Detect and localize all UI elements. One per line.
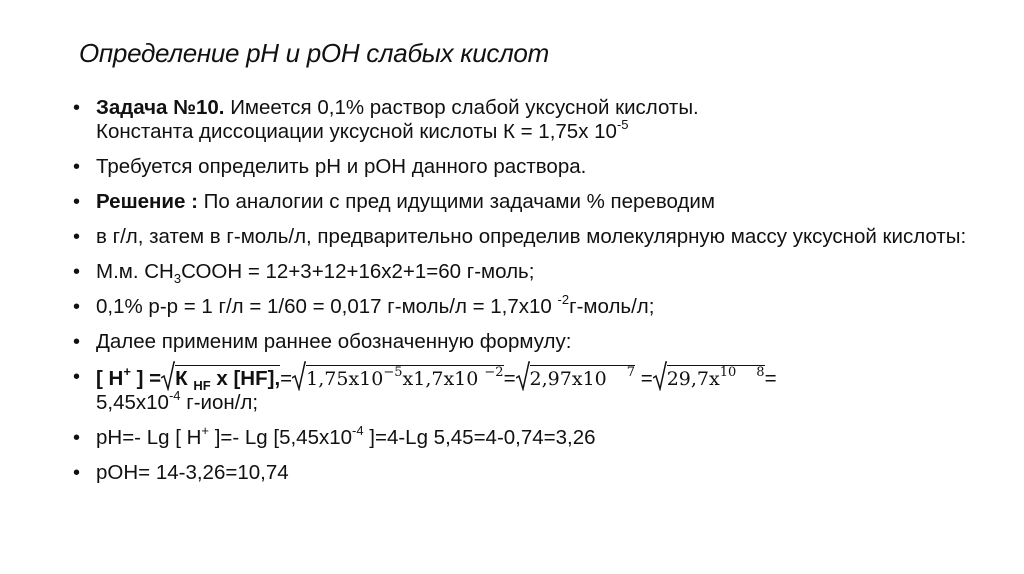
sqrt-ka-hf bbox=[161, 365, 280, 391]
equals-3: = bbox=[635, 367, 653, 390]
value-297-exponent: 7 bbox=[626, 365, 636, 380]
constant-exponent: -5 bbox=[616, 117, 629, 132]
ph-part-c: ]=4-Lg 5,45=4-0,74=3,26 bbox=[363, 426, 596, 449]
conversion-text: в г/л, затем в г-моль/л, предварительно определив молекулярную массу уксусной кислоты: bbox=[96, 225, 967, 248]
value-29-7-exp-base: 10 bbox=[719, 365, 737, 380]
molar-mass-subscript: 3 bbox=[173, 271, 182, 286]
product-a-exponent: −5 bbox=[383, 365, 403, 380]
formula-h-open: [ H bbox=[96, 367, 124, 390]
result-value: 5,45х10 bbox=[96, 391, 169, 414]
ph-part-a: pH=- Lg [ H bbox=[96, 426, 202, 449]
value-297: 2,97х10 bbox=[529, 368, 607, 390]
formula-h-plus: + bbox=[123, 364, 131, 379]
list-item-task bbox=[70, 96, 970, 144]
list-item-ph bbox=[70, 423, 970, 450]
constant-text: Константа диссоциации уксусной кислоты К = 1,75х 10 bbox=[96, 120, 617, 143]
equals-2: = bbox=[503, 367, 516, 390]
molar-mass-rest: СООН = 12+3+12+16х2+1=60 г-моль; bbox=[181, 260, 535, 283]
task-text: Имеется 0,1% раствор слабой уксусной кислоты. bbox=[224, 96, 699, 119]
result-exponent: -4 bbox=[168, 388, 181, 403]
concentration-text: 0,1% р-р = 1 г/л = 1/60 = 0,017 г-моль/л = 1,7х10 bbox=[96, 295, 558, 318]
ph-plus: + bbox=[201, 423, 209, 438]
molar-mass-prefix: М.м. СН bbox=[96, 260, 174, 283]
value-29-7-exponent: 8 bbox=[756, 365, 765, 380]
sqrt-product bbox=[292, 365, 503, 391]
formula-intro-text: Далее применим раннее обозначенную формулу: bbox=[96, 330, 572, 353]
equals-1: = bbox=[280, 367, 293, 390]
value-29-7: 29,7х bbox=[666, 368, 720, 390]
formula-line bbox=[96, 364, 777, 393]
list-item-molar-mass bbox=[70, 260, 970, 284]
radical-sign bbox=[292, 361, 306, 391]
task-label: Задача №10. bbox=[96, 96, 225, 119]
concentration-unit: г-моль/л; bbox=[569, 295, 655, 318]
radical-sign bbox=[516, 361, 530, 391]
solution-label: Решение : bbox=[96, 190, 198, 213]
ph-exponent: -4 bbox=[352, 423, 364, 438]
radical-sign bbox=[161, 361, 175, 391]
concentration-exponent: -2 bbox=[557, 292, 570, 307]
list-item-formula-intro bbox=[70, 330, 970, 354]
requirement-text: Требуется определить рН и рОН данного раствора. bbox=[96, 155, 587, 178]
list-item-concentration bbox=[70, 292, 970, 319]
content-list bbox=[70, 96, 970, 496]
solution-text: По аналогии с пред идущими задачами % переводим bbox=[197, 190, 715, 213]
list-item-formula bbox=[70, 365, 970, 415]
sqrt-297-alt bbox=[653, 365, 765, 391]
list-item-conversion bbox=[70, 225, 970, 249]
sqrt-hf-label: х [HF], bbox=[210, 367, 281, 390]
sqrt-ka-subscript: HF bbox=[193, 378, 211, 393]
sqrt-297 bbox=[516, 365, 635, 391]
slide-title: Определение pH и pOH слабых кислот bbox=[79, 38, 549, 68]
result-unit: г-ион/л; bbox=[180, 391, 259, 414]
list-item-poh bbox=[70, 461, 970, 485]
product-b-exponent: −2 bbox=[484, 365, 504, 380]
list-item-requirement bbox=[70, 155, 970, 179]
ph-part-b: ]=- Lg [5,45х10 bbox=[209, 426, 353, 449]
poh-text: pOH= 14-3,26=10,74 bbox=[96, 461, 289, 484]
radical-sign bbox=[653, 361, 667, 391]
product-b: х1,7х10 bbox=[402, 368, 485, 390]
product-a: 1,75х10 bbox=[306, 368, 384, 390]
formula-h-close: ] = bbox=[130, 367, 162, 390]
sqrt-ka-label: К bbox=[175, 367, 194, 390]
list-item-solution bbox=[70, 190, 970, 214]
equals-4: = bbox=[764, 367, 777, 390]
